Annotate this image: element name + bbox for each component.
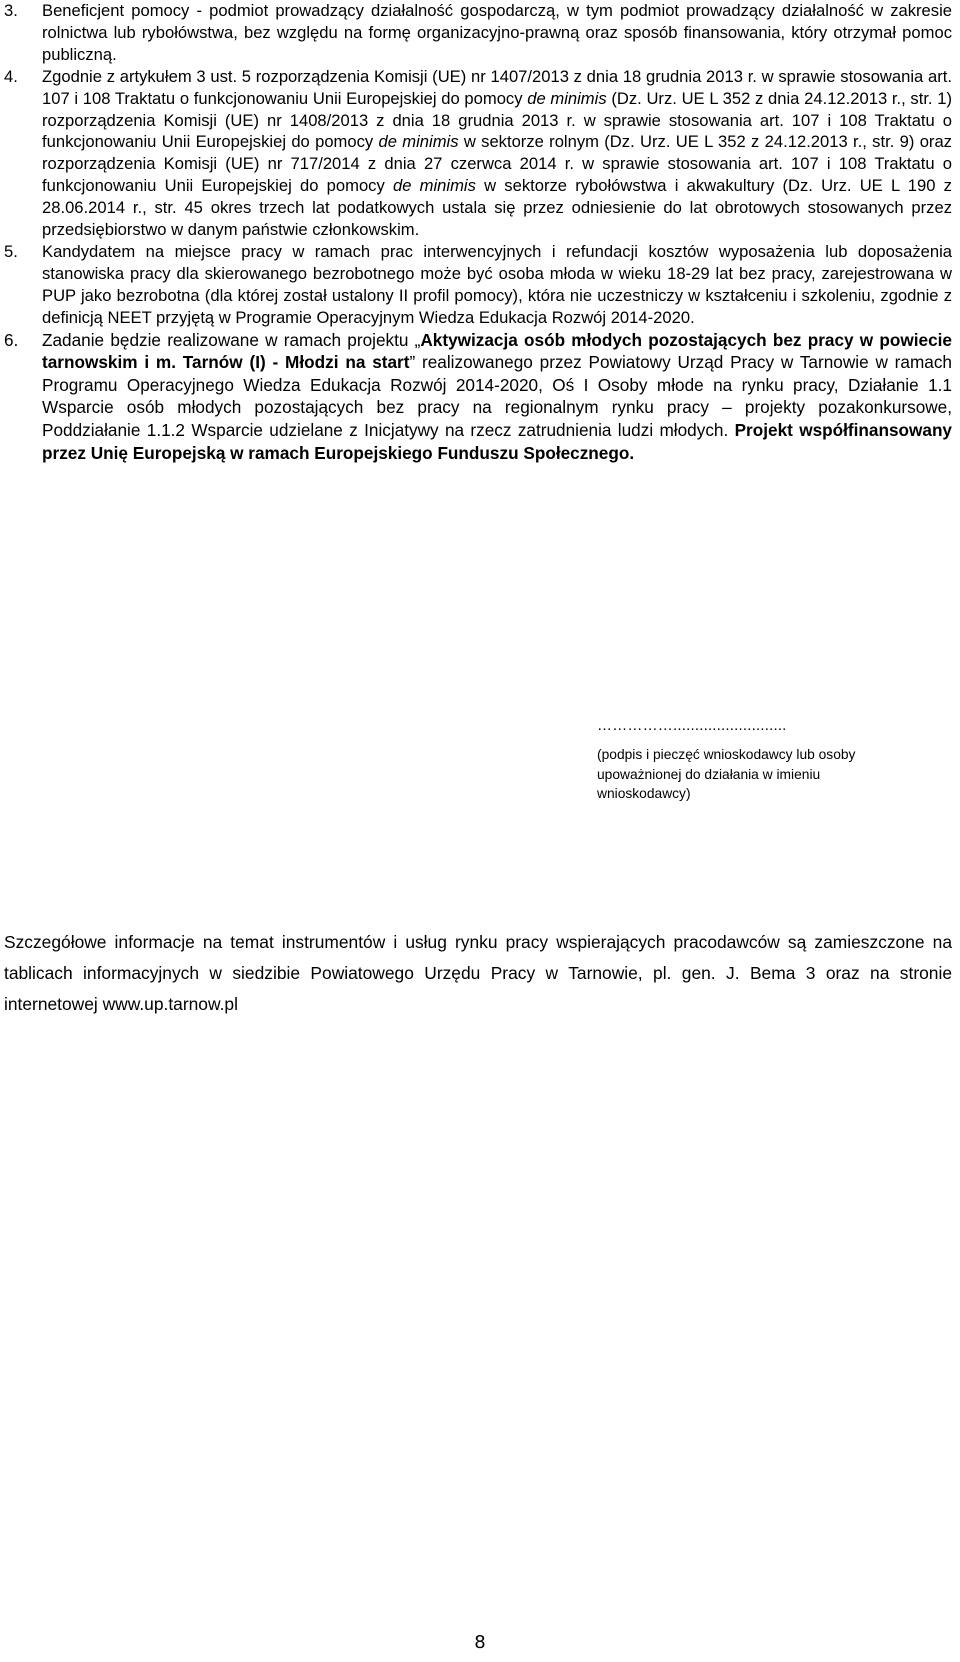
info-paragraph: Szczegółowe informacje na temat instrumentów i usług rynku pracy wspierających pracodawców są zamieszczone na tablicach informacyjnych w siedzibie Powiatowego Urzędu Pracy w Tarnowie, pl. gen. J. Bema 3 oraz na stronie internetowej www.up.tarnow.pl <box>4 932 952 1014</box>
text-run: Zadanie będzie realizowane w ramach projektu „ <box>42 329 421 350</box>
signature-caption: (podpis i pieczęć wnioskodawcy lub osoby upoważnionej do działania w imieniu wnioskodawcy) <box>597 747 856 801</box>
list-item-text <box>42 329 952 465</box>
numbered-list <box>4 0 952 464</box>
list-item-3 <box>4 0 952 66</box>
list-number: 6. <box>4 329 19 350</box>
list-item-6 <box>4 329 952 465</box>
signature-block <box>597 716 937 804</box>
list-item-text: Beneficjent pomocy - podmiot prowadzący działalność gospodarczą, w tym podmiot prowadzący działalność w zakresie rolnictwa lub rybołówstwa, bez względu na formę organizacyjno-prawną oraz sposób finansowania, który otrzymał pomoc publiczną. <box>42 1 952 64</box>
signature-line: …………….......................... <box>597 717 787 734</box>
italic-term: de minimis <box>378 132 459 152</box>
list-item-text: Kandydatem na miejsce pracy w ramach prac interwencyjnych i refundacji kosztów wyposażenia lub doposażenia stanowiska pracy dla skierowanego bezrobotnego może być osoba młoda w wieku 18-29 lat bez pracy, zarejestrowana w PUP jako bezrobotna (dla której został ustalony II profil pomocy), która nie uczestniczy w kształceniu i szkoleniu, zgodnie z definicją NEET przyjętą w Programie Operacyjnym Wiedza Edukacja Rozwój 2014-2020. <box>42 241 952 327</box>
italic-term: de minimis <box>527 88 607 108</box>
list-number: 4. <box>4 66 18 86</box>
text-run: (Dz. Urz. UE L 352 z dnia 24.12.2013 r., str. 1) rozporządzenia Komisji (UE) nr 1408/2013 z dnia 18 grudnia 2013 r. w sprawie stosowania art. 107 i 108 Traktatu o funkcjonowaniu Unii Europejskiej do pomocy <box>42 88 952 152</box>
list-item-5 <box>4 241 952 329</box>
list-number: 5. <box>4 241 18 261</box>
list-item-text <box>42 66 952 241</box>
text-run: w sektorze rybołówstwa i akwakultury (Dz. Urz. UE L 190 z 28.06.2014 r., str. 45 okres trzech lat podatkowych ustala się przez odniesienie do lat obrotowych stosowanych przez przedsiębiorstwo w danym państwie członkowskim. <box>42 176 952 240</box>
cofinancing-statement: Projekt współfinansowany przez Unię Europejską w ramach Europejskiego Funduszu Społecznego. <box>42 419 952 463</box>
list-number: 3. <box>4 1 18 20</box>
italic-term: de minimis <box>392 176 476 196</box>
page-number: 8 <box>474 1632 486 1653</box>
list-item-4 <box>4 66 952 241</box>
project-title: Aktywizacja osób młodych pozostających bez pracy w powiecie tarnowskim i m. Tarnów (I) - Młodzi na start <box>42 329 952 373</box>
text-run: Zgodnie z artykułem 3 ust. 5 rozporządzenia Komisji (UE) nr 1407/2013 z dnia 18 grudnia 2013 r. w sprawie stosowania art. 107 i 108 Traktatu o funkcjonowaniu Unii Europejskiej do pomocy <box>42 66 952 108</box>
text-run: ” realizowanego przez Powiatowy Urząd Pracy w Tarnowie w ramach Programu Operacyjnego Wiedza Edukacja Rozwój 2014-2020, Oś I Osoby młode na rynku pracy, Działanie 1.1 Wsparcie osób młodych pozostających bez pracy na regionalnym rynku pracy – projekty pozakonkursowe, Poddziałanie 1.1.2 Wsparcie udzielane z Inicjatywy na rzecz zatrudnienia ludzi młodych. <box>42 352 952 440</box>
text-run: w sektorze rolnym (Dz. Urz. UE L 352 z 24.12.2013 r., str. 9) oraz rozporządzenia Komisji (UE) nr 717/2014 z dnia 27 czerwca 2014 r. w sprawie stosowania art. 107 i 108 Traktatu o funkcjonowaniu Unii Europejskiej do pomocy <box>42 132 952 196</box>
